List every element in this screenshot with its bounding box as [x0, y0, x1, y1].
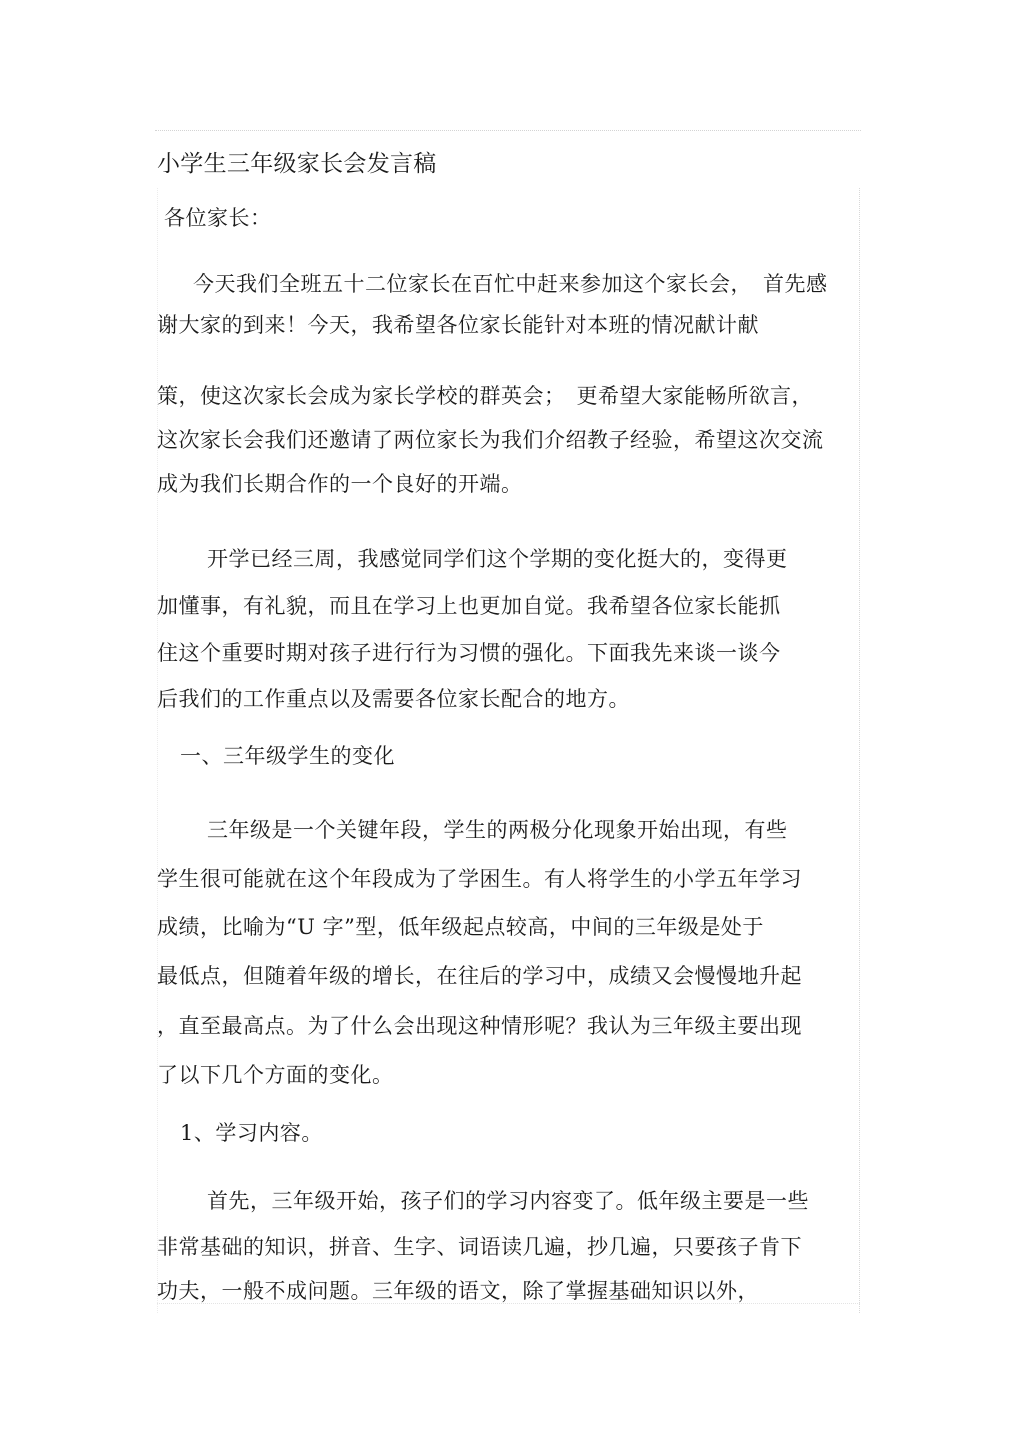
paragraph-line: 成为我们长期合作的一个良好的开端。	[157, 472, 523, 496]
paragraph-line: 谢大家的到来！今天，我希望各位家长能针对本班的情况献计献	[157, 313, 759, 337]
paragraph-line: 最低点，但随着年级的增长，在往后的学习中，成绩又会慢慢地升起	[157, 964, 802, 988]
salutation: 各位家长：	[164, 206, 272, 230]
paragraph-line: 策，使这次家长会成为家长学校的群英会； 更希望大家能畅所欲言，	[157, 384, 813, 408]
top-divider	[155, 130, 861, 131]
paragraph-line: 今天我们全班五十二位家长在百忙中赶来参加这个家长会， 首先感	[193, 272, 828, 296]
document-title: 小学生三年级家长会发言稿	[157, 151, 437, 177]
subsection-heading: 1、学习内容。	[180, 1121, 323, 1145]
paragraph-line: 首先，三年级开始，孩子们的学习内容变了。低年级主要是一些	[207, 1189, 809, 1213]
paragraph-line: 三年级是一个关键年段，学生的两极分化现象开始出现，有些	[207, 818, 788, 842]
paragraph-line: ，直至最高点。为了什么会出现这种情形呢？我认为三年级主要出现	[157, 1014, 802, 1038]
paragraph-line: 了以下几个方面的变化。	[157, 1063, 394, 1087]
paragraph-line: 学生很可能就在这个年段成为了学困生。有人将学生的小学五年学习	[157, 867, 802, 891]
paragraph-line: 加懂事，有礼貌，而且在学习上也更加自觉。我希望各位家长能抓	[157, 594, 781, 618]
right-divider	[859, 188, 860, 1313]
paragraph-line: 成绩，比喻为“U 字”型，低年级起点较高，中间的三年级是处于	[157, 915, 764, 939]
paragraph-line: 开学已经三周，我感觉同学们这个学期的变化挺大的，变得更	[207, 547, 788, 571]
paragraph-line: 这次家长会我们还邀请了两位家长为我们介绍教子经验，希望这次交流	[157, 428, 824, 452]
left-divider	[157, 188, 158, 1313]
paragraph-line: 后我们的工作重点以及需要各位家长配合的地方。	[157, 687, 630, 711]
paragraph-line: 非常基础的知识，拼音、生字、词语读几遍，抄几遍，只要孩子肯下	[157, 1235, 802, 1259]
paragraph-line: 住这个重要时期对孩子进行行为习惯的强化。下面我先来谈一谈今	[157, 641, 781, 665]
paragraph-line: 功夫，一般不成问题。三年级的语文，除了掌握基础知识以外，	[157, 1279, 759, 1303]
section-heading: 一、三年级学生的变化	[180, 744, 395, 768]
